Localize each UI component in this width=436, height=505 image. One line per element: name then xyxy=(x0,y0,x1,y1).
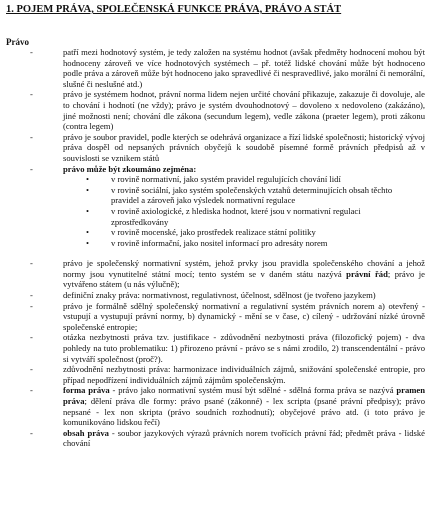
dash-marker: - xyxy=(30,47,33,57)
dash-marker: - xyxy=(30,427,33,438)
list-item-forma xyxy=(0,385,436,427)
section-label: Právo xyxy=(6,37,29,47)
list-item-text: otázka nezbytnosti práva tzv. justifikace - zdůvodnění nezbytnosti práva (filozofický pojem) - dva pohledy na tuto problematiku: 1) přirozeno právní - právo se s námi zrodilo, 2) transcendentální - právo si vytváří společnost (proč?). xyxy=(63,332,425,364)
bullet-icon: • xyxy=(86,174,90,185)
dash-marker: - xyxy=(30,163,33,174)
list-item-text: definiční znaky práva: normativnost, regulativnost, účelnost, sdělnost (je tvořeno jazykem) xyxy=(63,290,376,301)
list-item-text: právo je systémem hodnot, právní norma lidem nejen určité chování přikazuje, zakazuje či dovoluje, ale to chování i hodnotí (ne vždy); právo je systém dvouhodnotový – dovoleno x nedovoleno (zakázáno), jiné možnosti není; chování dle zákona (secundum legem), vedle zákona (praeter legem), proti zákonu (contra legem) xyxy=(63,89,425,132)
dash-marker: - xyxy=(30,89,33,100)
list-item xyxy=(0,132,436,164)
list-item xyxy=(0,332,436,364)
bullet-item xyxy=(0,206,436,227)
dash-marker: - xyxy=(30,385,33,396)
list-item-text: patří mezi hodnotový systém, je tedy založen na systému hodnot (avšak předměty hodnocení mohou být hodnoceny zároveň ve více hodnotových systémech – př. totéž lidské chování může být hodnoceno podle práva a zároveň může být hodnoceno jako spravedlivé či nespravedlivé, jako morální či nemorální, slušné či neslušné atd.) xyxy=(63,47,425,89)
dash-marker: - xyxy=(30,131,33,142)
dash-marker: - xyxy=(30,300,33,311)
list-item xyxy=(0,47,436,89)
bullet-item xyxy=(0,185,436,206)
bullet-icon: • xyxy=(86,205,90,216)
list-item-obsah xyxy=(0,428,436,449)
bullet-item xyxy=(0,174,436,185)
bullet-text: v rovině mocenské, jako prostředek realizace státní politiky xyxy=(111,227,316,238)
bullet-text: v rovině normativní, jako systém pravidel regulujících chování lidí xyxy=(111,174,341,185)
list-item xyxy=(0,258,436,290)
list-item xyxy=(0,364,436,385)
list-item xyxy=(0,89,436,131)
bullet-text: v rovině sociální, jako systém společenských vztahů determinujících obsah těchto pravidel a zároveň jako výsledek normativní regulace xyxy=(111,184,393,206)
list-item-zkoumani xyxy=(0,164,436,175)
zkoumani-label: právo může být zkoumáno zejména: xyxy=(63,163,197,174)
list-item xyxy=(0,301,436,333)
bullet-item xyxy=(0,238,436,249)
bullet-icon: • xyxy=(86,184,90,195)
list-item-text: zdůvodnění nezbytnosti práva: harmonizace individuálních zájmů, snižování společenské entropie, pro případ nepodřízení individuálních zájmů zájmům společenským. xyxy=(63,364,425,385)
bullet-list xyxy=(0,174,436,248)
bullet-icon: • xyxy=(86,227,90,238)
list-item-text: právo je soubor pravidel, podle kterých se odehrává organizace a řízí lidské společnosti; historický vývoj práva dospěl od nepsaných právních obyčejů k soudobě písemné formě právních předpisů až v souvislosti se vznikem států xyxy=(63,131,425,163)
dash-marker: - xyxy=(30,258,33,269)
list-item-text: právo je formálně sdělný společenský normativní a regulativní systém právních norem a) otevřený - vstupují a vystupují právní normy, b) dynamický - mění se v čase, c) cílený - udržování nízké úrovně společenské entropie; xyxy=(63,300,425,332)
dash-marker: - xyxy=(30,364,33,375)
term-pramen-prava: pramen práva xyxy=(63,385,425,406)
dash-marker: - xyxy=(30,290,33,301)
bullet-item xyxy=(0,227,436,238)
page-title: 1. POJEM PRÁVA, SPOLEČENSKÁ FUNKCE PRÁVA, PRÁVO A STÁT xyxy=(6,4,342,15)
list-item-text: obsah práva - soubor jazykových výrazů právních norem tvořících právní řád; předmět práva - lidské chování xyxy=(63,427,425,449)
term-obsah-prava: obsah práva xyxy=(63,427,109,438)
dash-marker: - xyxy=(30,332,33,343)
term-pravni-rad: právní řád xyxy=(346,268,388,279)
list-item-text: právo je společenský normativní systém, jehož prvky jsou pravidla společenského chování a jehož normy jsou vynutitelné státní mocí; tento systém se v daném státu nazývá právní řád; právo je vytvářeno státem (u nás výlučně); xyxy=(63,258,425,290)
bullet-icon: • xyxy=(86,237,90,248)
bullet-text: v rovině axiologické, z hlediska hodnot, které jsou v normativní regulaci zprostředkovány xyxy=(111,205,361,227)
definition-list xyxy=(0,47,436,449)
term-forma-prava: forma práva xyxy=(63,385,110,396)
list-item xyxy=(0,290,436,301)
list-item-text: forma práva - právo jako normativní systém musí být sdělné - sdělná forma práva se nazývá pramen práva; dělení práva dle formy: právo psané (zákonné) - lex scripta (psané právní předpisy); právo nepsané - lex non skripta (právo soudních rozhodnutí); obyčejové právo atd. (i toto právo je komunikováno lidskou řečí) xyxy=(63,385,425,428)
spacer xyxy=(0,248,436,258)
bullet-text: v rovině informační, jako nositel informací pro adresáty norem xyxy=(111,237,328,248)
